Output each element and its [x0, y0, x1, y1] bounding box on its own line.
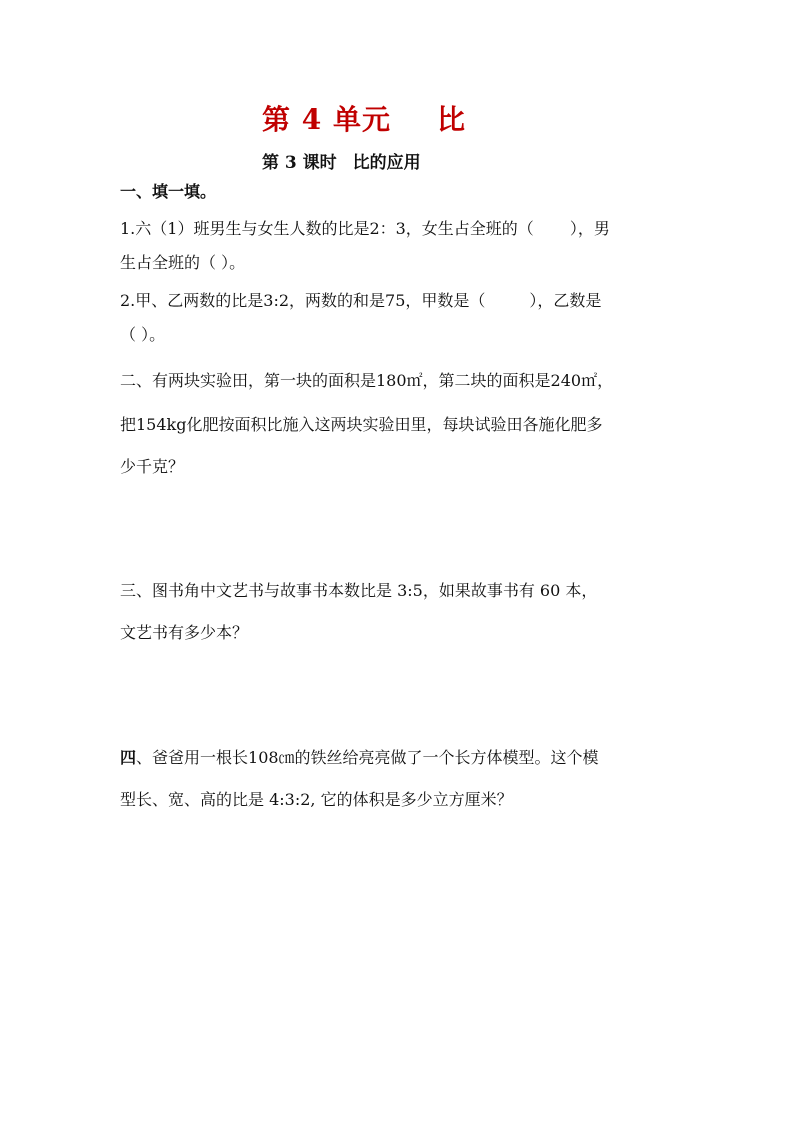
question1-text-b: ），男	[569, 219, 610, 238]
section4-line1-text: 、爸爸用一根长108㎝的铁丝给亮亮做了一个长方体模型。这个模	[136, 748, 599, 767]
section3-line2: 文艺书有多少本？	[120, 623, 249, 642]
question1-line1	[120, 219, 680, 239]
lesson-topic: 比的应用	[352, 153, 421, 173]
section4-line1	[120, 748, 680, 768]
section2-line1: 二、有两块实验田，第一块的面积是180㎡，第二块的面积是240㎡，	[120, 371, 614, 390]
question2-line2: （ ）。	[120, 325, 166, 344]
question2-line1	[120, 291, 680, 311]
unit-title-topic: 比	[436, 103, 466, 136]
question2-text-a: 2.甲、乙两数的比是3:2，两数的和是75，甲数是（	[120, 291, 486, 310]
section1-heading: 一、填一填。	[120, 182, 217, 201]
section4-line2: 型长、宽、高的比是 4:3:2, 它的体积是多少立方厘米？	[120, 790, 513, 809]
unit-title-number: 第 4 单元	[262, 103, 391, 136]
lesson-number: 第 3 课时	[262, 153, 337, 173]
section3-line1: 三、图书角中文艺书与故事书本数比是 3:5，如果故事书有 60 本，	[120, 581, 598, 600]
section4-label: 四	[120, 748, 137, 767]
question1-text-a: 1.六（1）班男生与女生人数的比是2：3，女生占全班的（	[120, 219, 534, 238]
unit-title	[262, 98, 466, 138]
lesson-title	[262, 148, 421, 173]
question2-text-b: ），乙数是	[529, 291, 602, 310]
section2-line3: 少千克？	[120, 457, 185, 476]
section2-line2: 把154kg化肥按面积比施入这两块实验田里，每块试验田各施化肥多	[120, 415, 603, 434]
question1-line2: 生占全班的（ ）。	[120, 253, 246, 272]
